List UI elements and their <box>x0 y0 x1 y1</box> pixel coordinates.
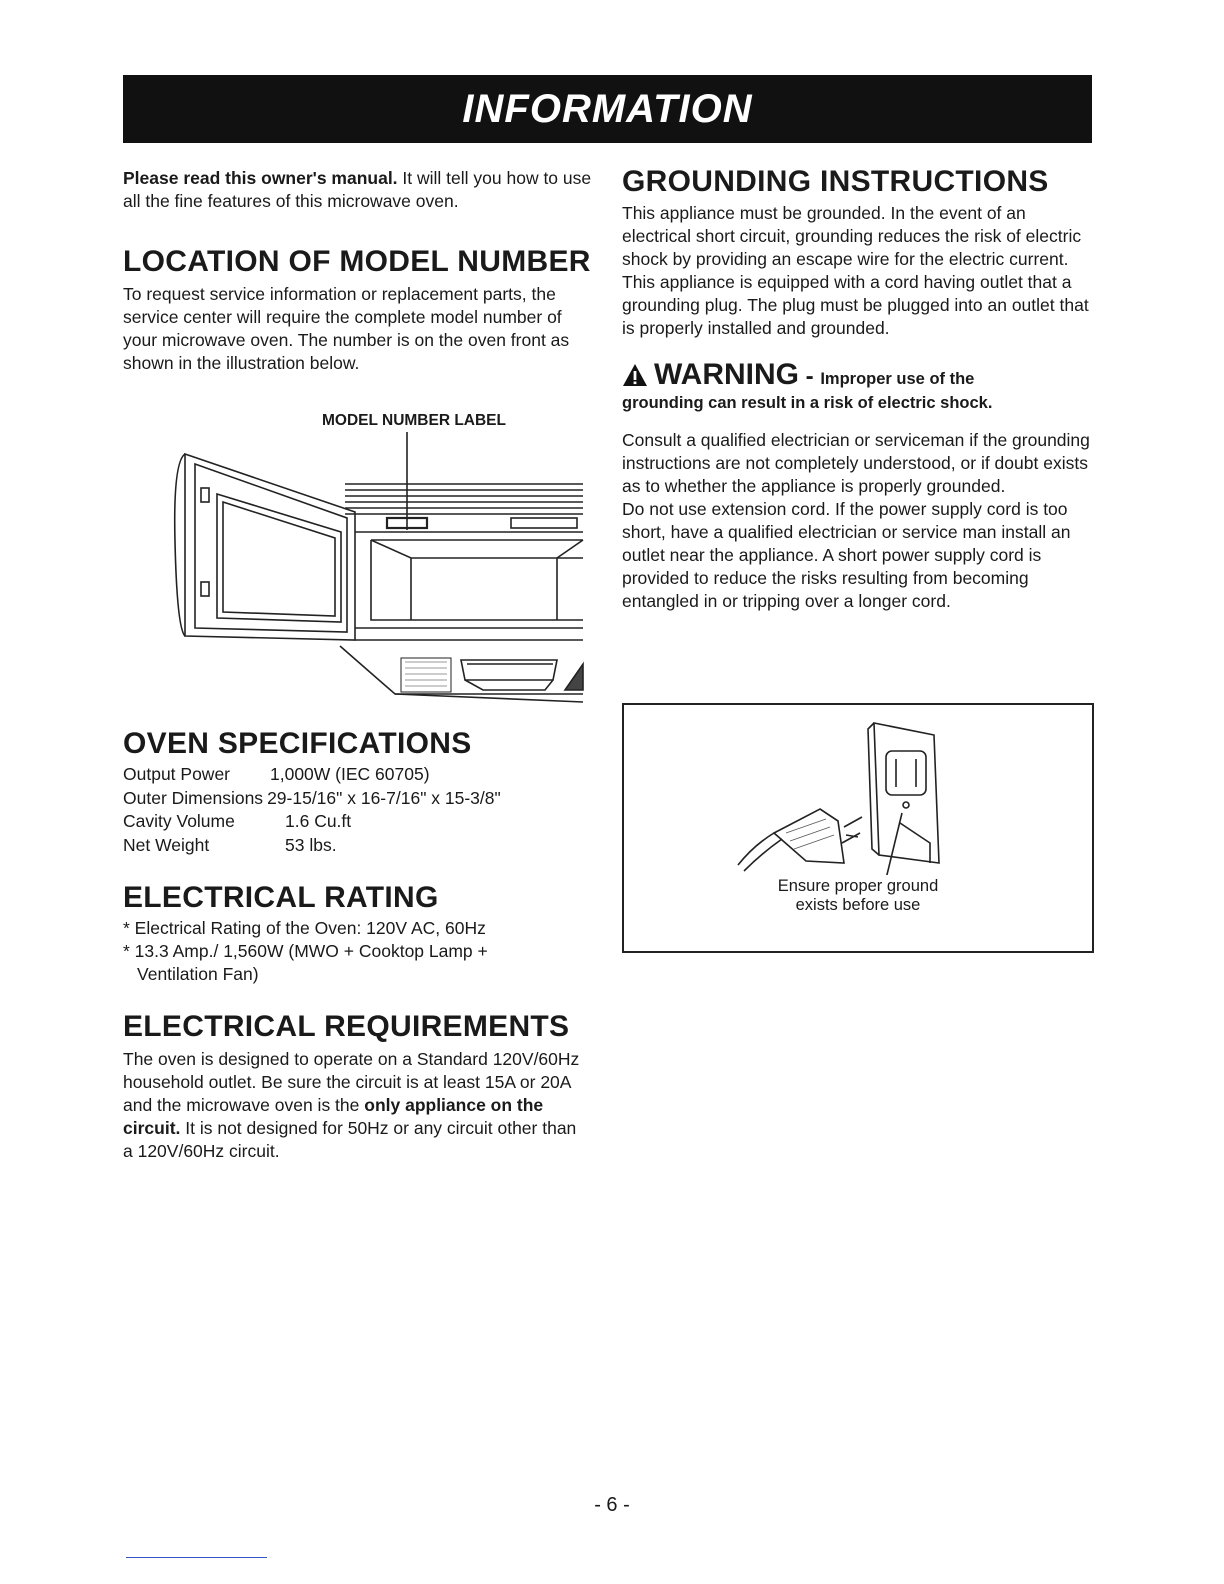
right-column <box>622 167 1092 613</box>
intro-text: It will tell you how to use all the fine features of this microwave oven. <box>123 168 592 211</box>
bottom-link-underline <box>126 1557 267 1558</box>
requirements-body <box>123 1048 583 1163</box>
spec-value: 29-15/16" x 16-7/16" x 15-3/8" <box>267 787 501 808</box>
warning-paragraph-2: Do not use extension cord. If the power supply cord is too short, have a qualified electrician or service man install an outlet near the appliance. A short power supply cord is provided to reduce the risks resulting from becoming entangled in or tripping over a longer cord. <box>622 499 1071 611</box>
location-body: To request service information or replacement parts, the service center will require the complete model number of your microwave oven. The number is on the oven front as shown in the illustration below. <box>123 284 570 373</box>
spec-label: Net Weight <box>123 834 210 855</box>
requirements-bold: only appliance on the circuit. <box>123 1095 544 1138</box>
warning-dash: - <box>799 363 821 390</box>
left-column <box>123 167 598 375</box>
warning-lead: Improper use of the <box>820 370 975 388</box>
intro-paragraph <box>123 167 598 213</box>
plug-caption-line-1: Ensure proper ground <box>777 877 939 895</box>
specs-table <box>123 763 598 857</box>
location-heading: LOCATION OF MODEL NUMBER <box>123 245 591 278</box>
oven-specifications-section <box>123 727 598 1163</box>
grounding-body: This appliance must be grounded. In the event of an electrical short circuit, grounding reduces the risk of electric shock by providing an escape wire for the electric current. This appliance is equipped with a cord having outlet that a grounding plug. The plug must be plugged into an outlet that is properly installed and grounded. <box>622 203 1089 338</box>
page-number: - 6 - <box>594 1494 630 1516</box>
rating-heading: ELECTRICAL RATING <box>123 881 439 914</box>
specs-heading: OVEN SPECIFICATIONS <box>123 727 472 760</box>
warning-title: WARNING <box>654 358 799 391</box>
spec-label: Output Power <box>123 764 230 784</box>
rating-item: * Electrical Rating of the Oven: 120V AC, 60Hz <box>123 918 486 938</box>
grounding-plug-illustration <box>734 715 974 875</box>
model-number-label-caption: MODEL NUMBER LABEL <box>322 412 506 429</box>
spec-value: 53 lbs. <box>285 834 337 855</box>
spec-row <box>123 834 598 858</box>
microwave-illustration <box>165 432 585 710</box>
warning-subtitle: grounding can result in a risk of electric shock. <box>622 394 993 412</box>
page-title: INFORMATION <box>462 86 753 131</box>
spec-value: 1.6 Cu.ft <box>285 811 352 831</box>
intro-bold: Please read this owner's manual. <box>123 168 398 188</box>
grounding-plug-figure <box>622 703 1094 953</box>
requirements-heading: ELECTRICAL REQUIREMENTS <box>123 1010 570 1043</box>
header-banner <box>123 75 1092 143</box>
spec-label: Cavity Volume <box>123 811 235 831</box>
grounding-heading: GROUNDING INSTRUCTIONS <box>622 165 1049 198</box>
spec-value: 1,000W (IEC 60705) <box>270 764 430 784</box>
requirements-text-1: The oven is designed to operate on a Standard 120V/60Hz household outlet. Be sure the circuit is at least 15A or 20A and the microwave oven is the <box>123 1049 580 1115</box>
warning-triangle-icon <box>622 363 648 387</box>
warning-paragraph-1: Consult a qualified electrician or serviceman if the grounding instructions are not completely understood, or if doubt exists as to whether the appliance is properly grounded. <box>622 430 1090 496</box>
warning-line <box>622 358 1092 392</box>
spec-label: Outer Dimensions <box>123 787 264 808</box>
spec-row <box>123 763 598 787</box>
requirements-text-2: It is not designed for 50Hz or any circuit other than a 120V/60Hz circuit. <box>123 1118 577 1161</box>
rating-list <box>123 917 543 986</box>
rating-item: * 13.3 Amp./ 1,560W (MWO + Cooktop Lamp + Ventilation Fan) <box>123 941 488 984</box>
spec-row <box>123 810 598 834</box>
spec-row <box>123 787 598 811</box>
plug-caption-line-2: exists before use <box>795 896 921 914</box>
